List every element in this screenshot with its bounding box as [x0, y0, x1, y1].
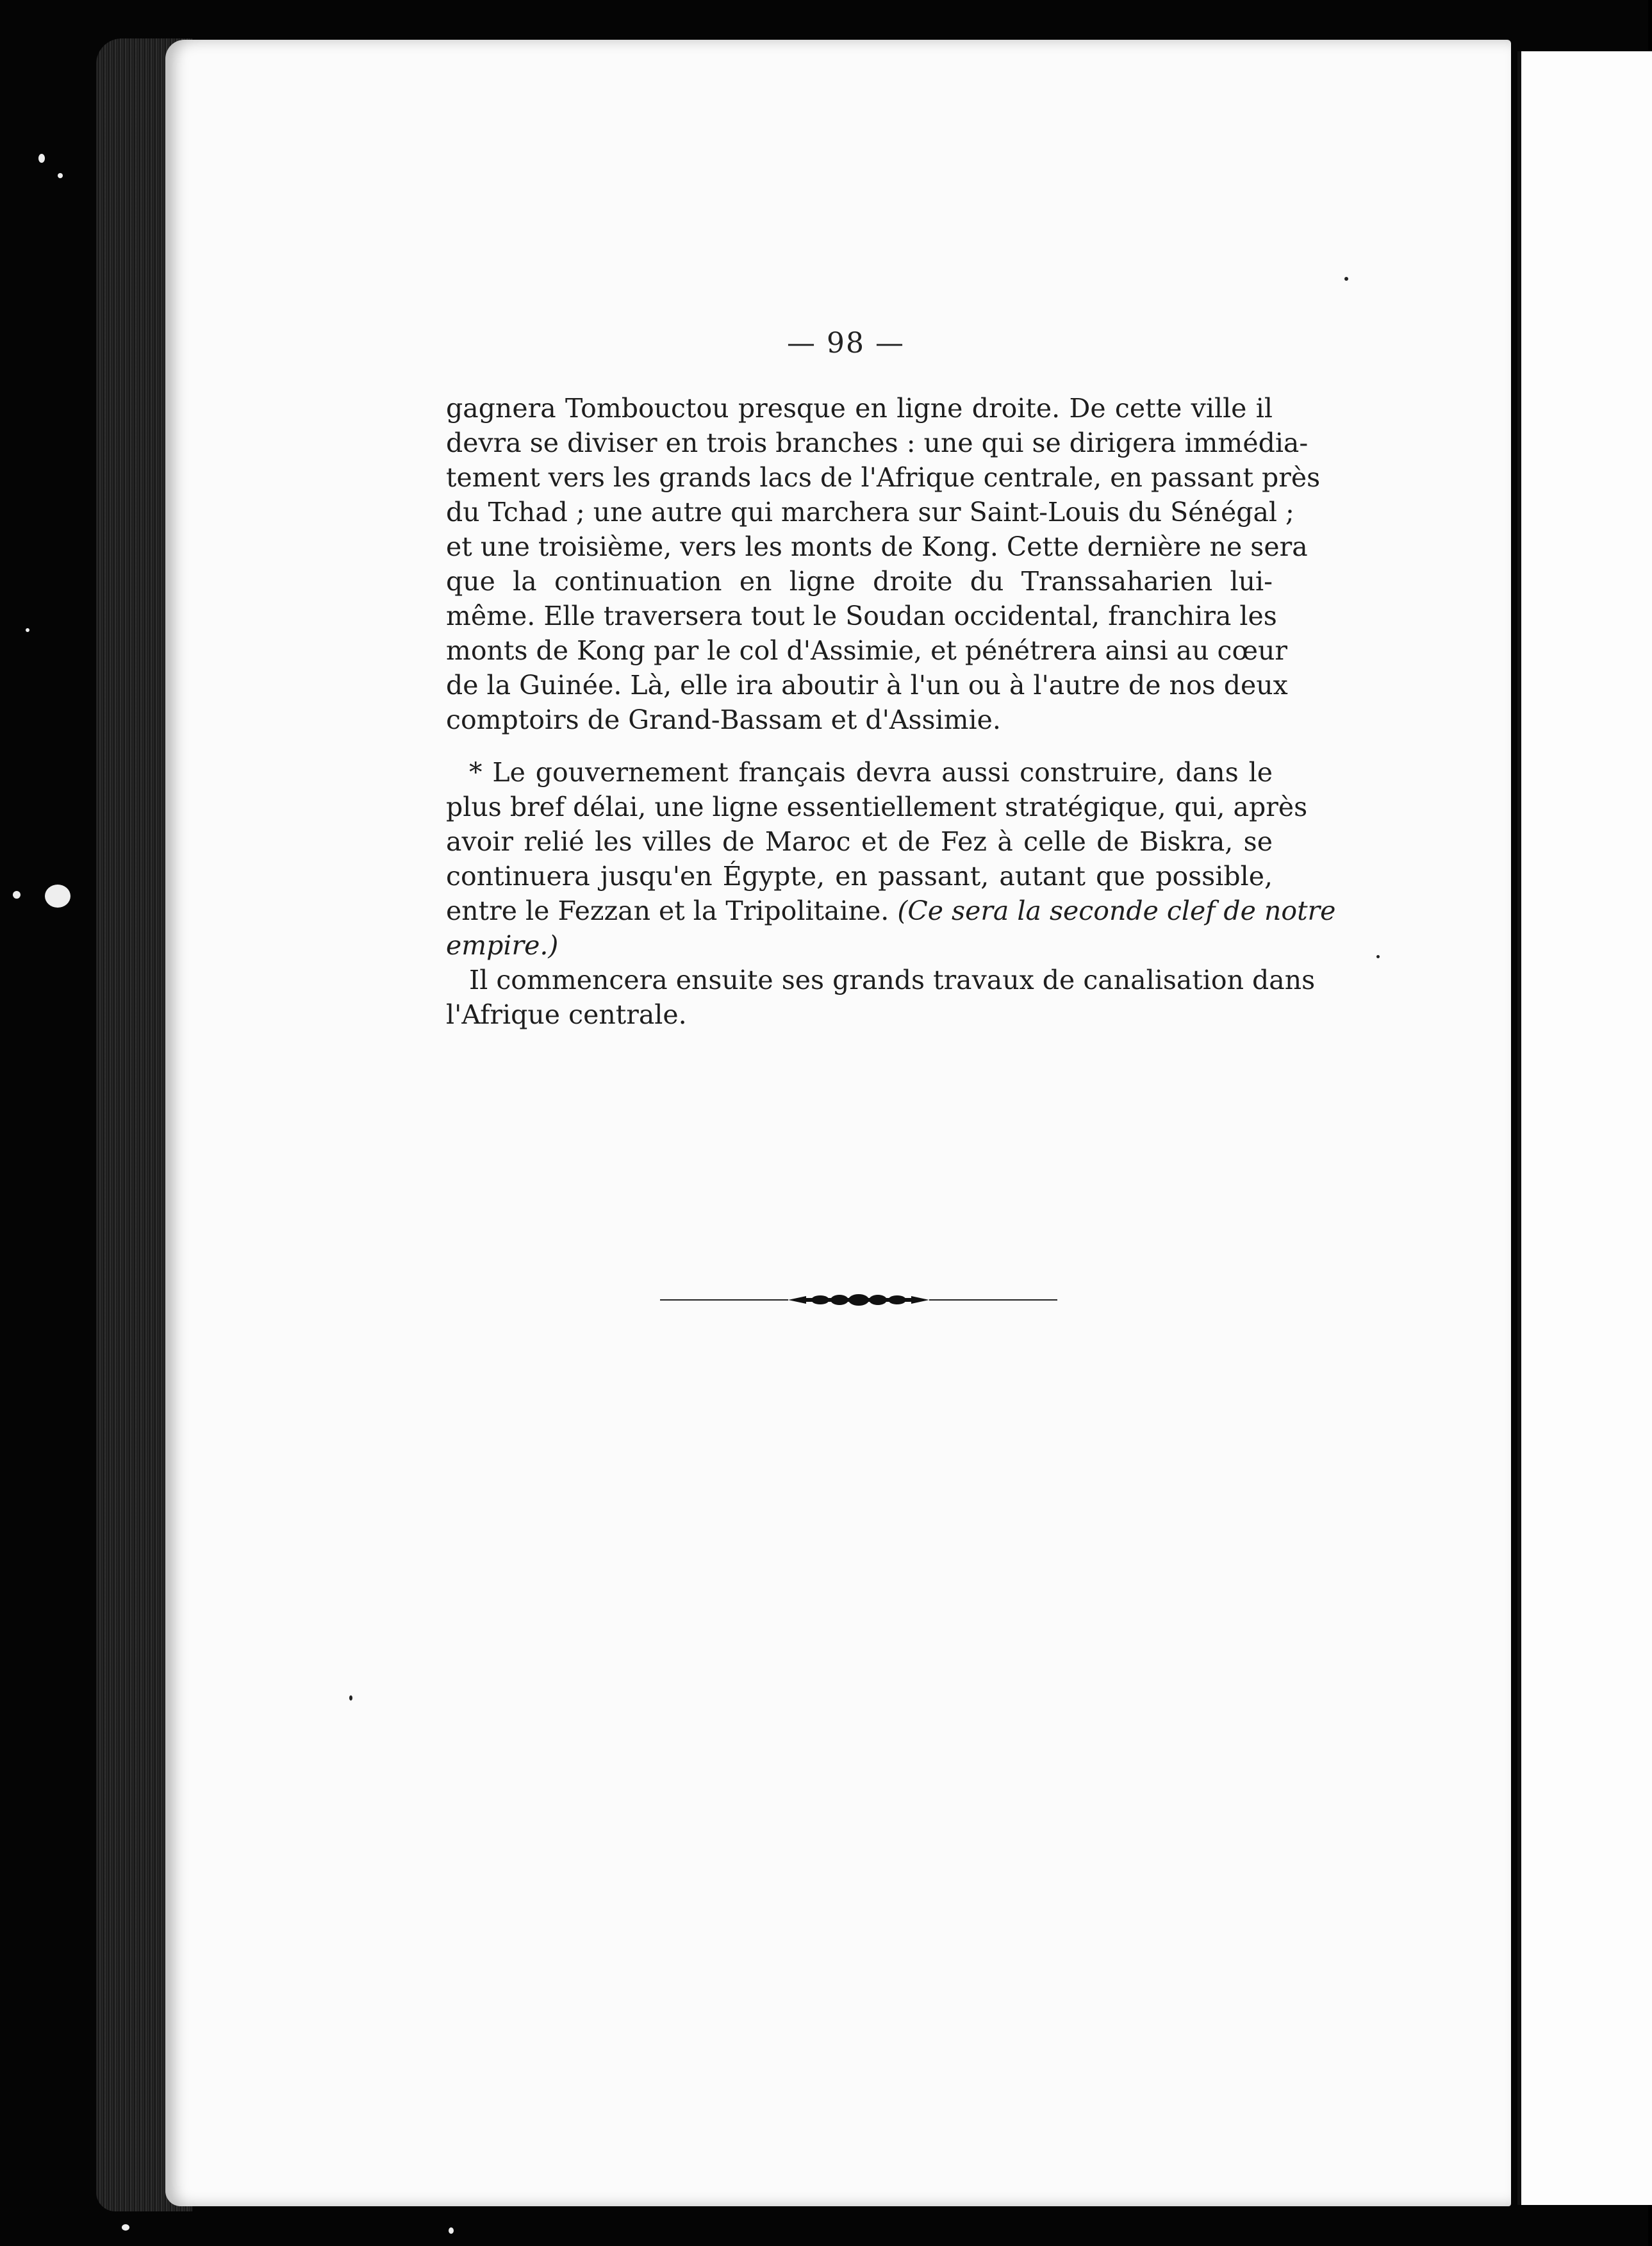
scan-speck	[349, 1695, 352, 1701]
paragraph-2	[446, 755, 1336, 963]
scan-speck	[38, 154, 45, 163]
text-line: * Le gouvernement français devra aussi construire, dans le	[469, 757, 1273, 788]
scan-speck	[122, 2224, 129, 2231]
scan-speck	[449, 2227, 454, 2234]
text-line: tement vers les grands lacs de l'Afrique centrale, en passant près	[446, 462, 1321, 493]
text-line: continuera jusqu'en Égypte, en passant, autant que possible,	[446, 861, 1273, 892]
text-line: plus bref délai, une ligne essentiellement stratégique, qui, après	[446, 792, 1308, 822]
book-page	[165, 40, 1511, 2206]
paragraph-1	[446, 391, 1321, 737]
tailpiece-ornament-icon	[660, 1287, 1057, 1313]
text-line: comptoirs de Grand-Bassam et d'Assimie.	[446, 704, 1001, 735]
text-line: et une troisième, vers les monts de Kong. Cette dernière ne sera	[446, 531, 1308, 562]
italic-note: (Ce sera la seconde clef de notre	[897, 895, 1336, 926]
text-line	[446, 894, 1336, 928]
text-line: gagnera Tombouctou presque en ligne droite. De cette ville il	[446, 393, 1273, 424]
scan-speck	[45, 885, 70, 908]
scan-speck	[26, 628, 29, 632]
page-number: — 98 —	[787, 327, 905, 360]
text-line: devra se diviser en trois branches : une qui se dirigera immédia-	[446, 428, 1309, 458]
text-line: Il commencera ensuite ses grands travaux de canalisation dans	[469, 965, 1316, 995]
paragraph-3	[446, 963, 1316, 1032]
text-line: l'Afrique centrale.	[446, 999, 687, 1030]
scan-speck	[13, 891, 21, 899]
body-text	[446, 391, 1336, 1032]
text-line: que la continuation en ligne droite du Transsaharien lui-	[446, 566, 1273, 597]
text-line: du Tchad ; une autre qui marchera sur Saint-Louis du Sénégal ;	[446, 497, 1294, 528]
scan-speck	[1376, 955, 1380, 958]
text-segment: entre le Fezzan et la Tripolitaine.	[446, 895, 898, 926]
text-line: avoir relié les villes de Maroc et de Fez à celle de Biskra, se	[446, 826, 1273, 857]
scan-speck	[1344, 277, 1348, 281]
italic-note-end: empire.)	[446, 930, 559, 961]
text-line: même. Elle traversera tout le Soudan occidental, franchira les	[446, 601, 1277, 631]
text-line: de la Guinée. Là, elle ira aboutir à l'un ou à l'autre de nos deux	[446, 670, 1288, 701]
adjacent-page-edge	[1517, 51, 1652, 2205]
text-line: monts de Kong par le col d'Assimie, et pénétrera ainsi au cœur	[446, 635, 1288, 666]
scan-speck	[58, 173, 63, 178]
